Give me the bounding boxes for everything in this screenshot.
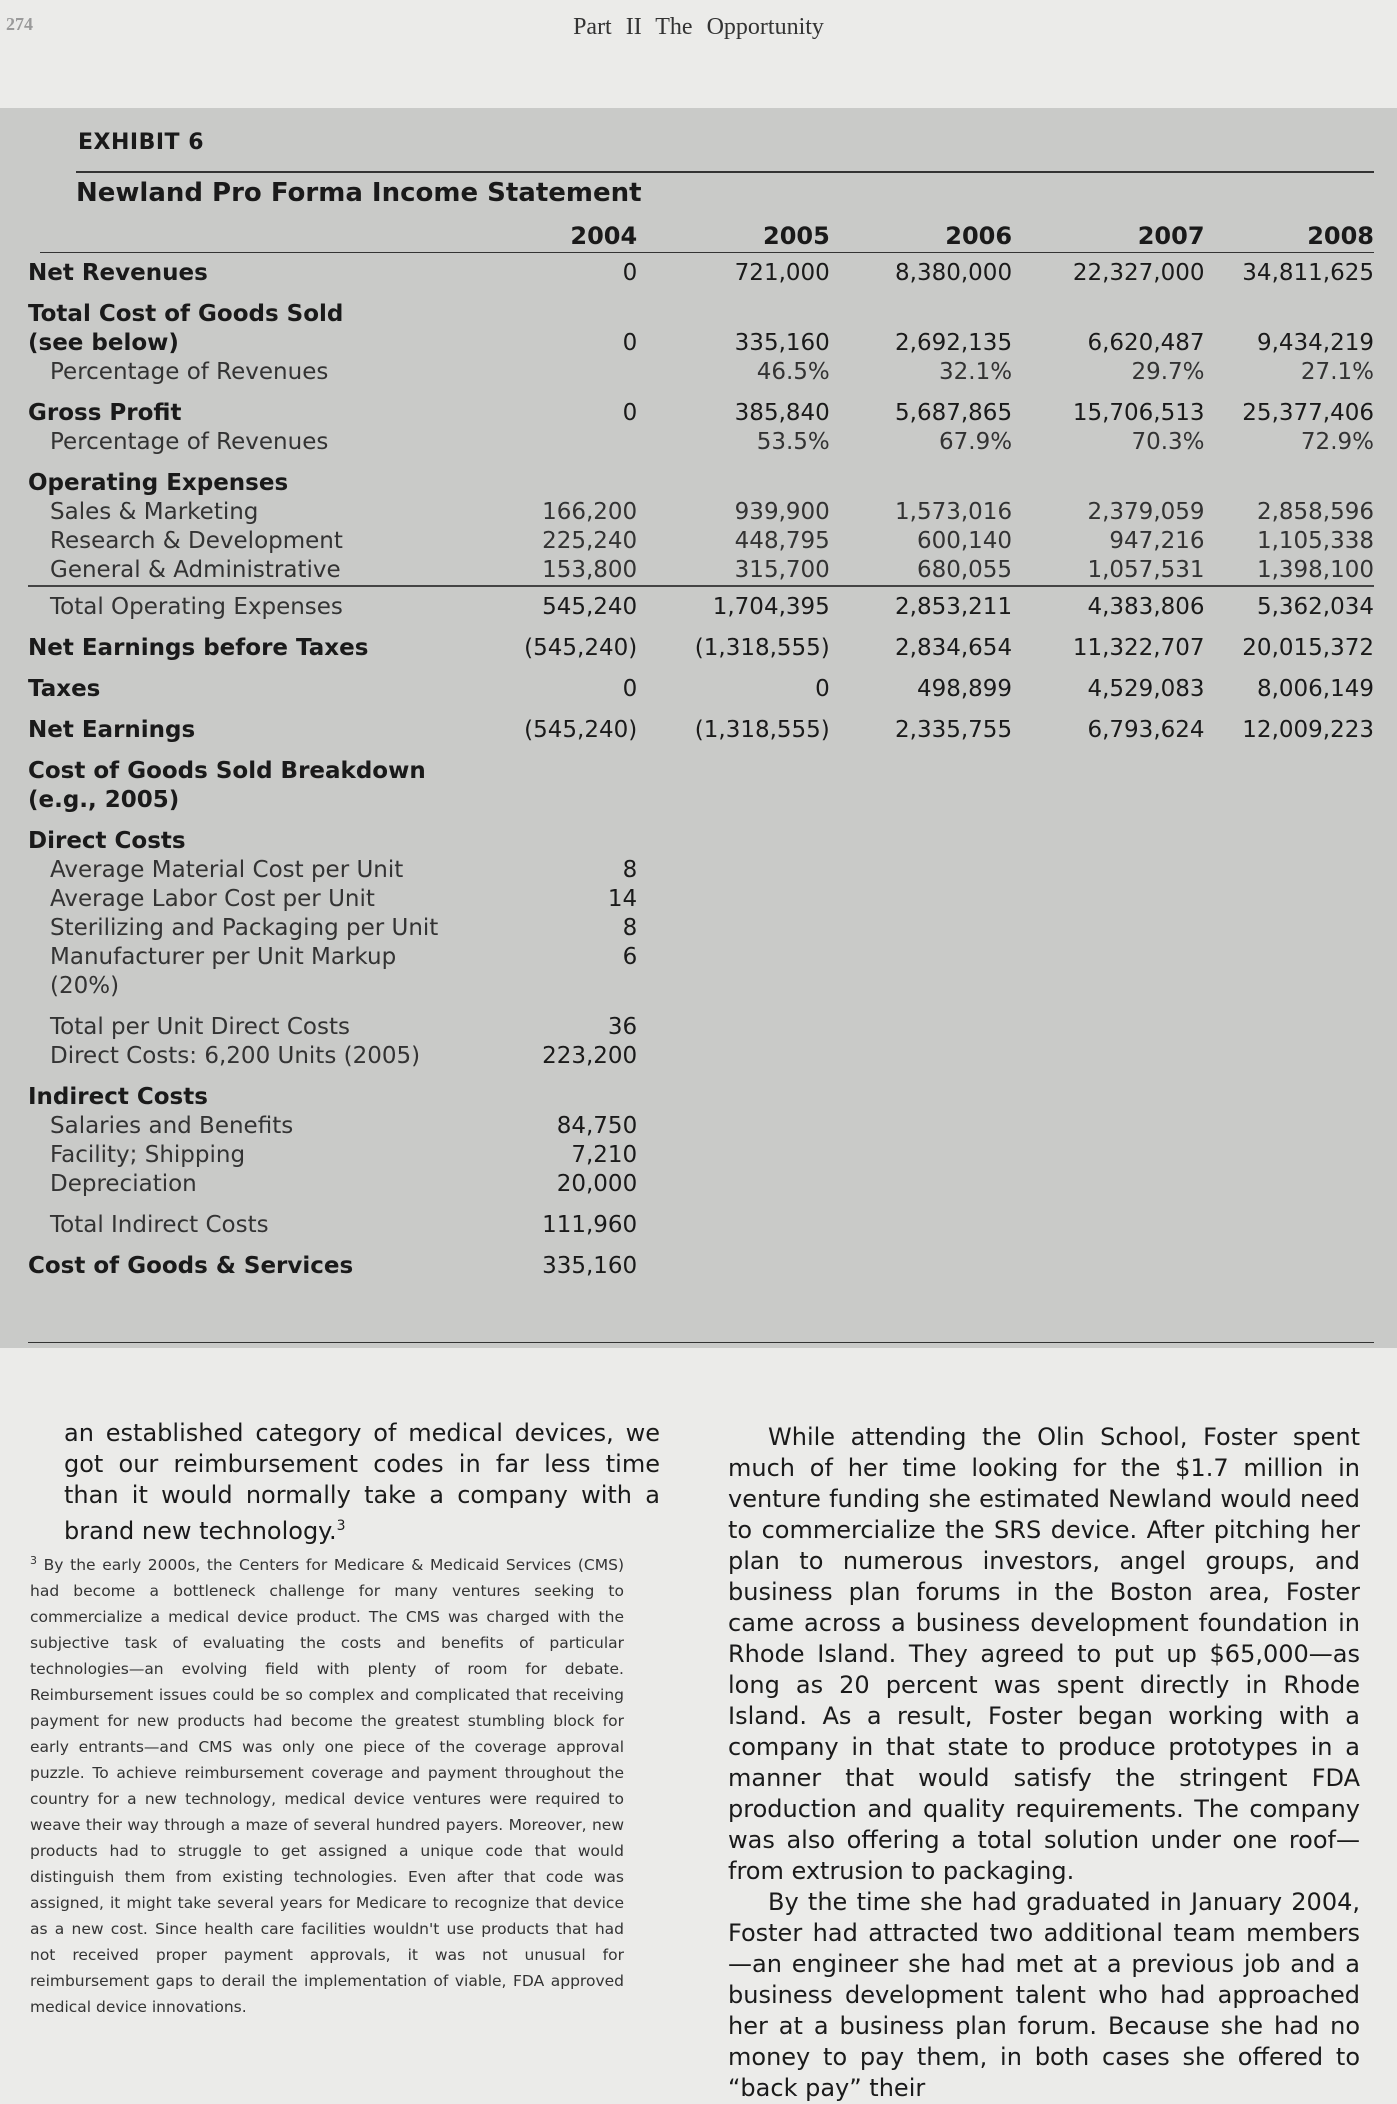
footnote [30, 1548, 624, 2020]
exhibit-top-rule [76, 171, 1374, 173]
breakdown-value: 8 [622, 857, 638, 883]
row-value: 1,704,395 [712, 594, 830, 620]
spacer-cell [28, 1071, 460, 1083]
row-value [460, 300, 637, 329]
row-value: 22,327,000 [1072, 260, 1205, 286]
year-header: 2007 [1137, 222, 1205, 250]
breakdown-row [28, 757, 1374, 786]
exhibit-label: EXHIBIT 6 [78, 130, 205, 155]
row-value: 34,811,625 [1242, 260, 1374, 286]
spacer-row [28, 622, 1374, 634]
row-value: 1,398,100 [1256, 557, 1374, 583]
row-value: 498,899 [916, 676, 1013, 702]
income-statement-body [28, 259, 1374, 745]
row-value: 67.9% [939, 429, 1013, 455]
row-value [460, 428, 637, 457]
row-value: 8,006,149 [1256, 676, 1374, 702]
row-value: 947,216 [1109, 528, 1205, 554]
breakdown-label: Sterilizing and Packaging per Unit [50, 915, 439, 941]
spacer-row [28, 288, 1374, 300]
row-value: 15,706,513 [1072, 400, 1205, 426]
row-value: 27.1% [1300, 359, 1374, 385]
row-value: 2,858,596 [1256, 499, 1374, 525]
row-value: 32.1% [939, 359, 1013, 385]
spacer-row [28, 704, 1374, 716]
footnote-reference: 3 [336, 1518, 346, 1534]
spacer-cell [28, 1001, 460, 1013]
row-value: 448,795 [734, 528, 830, 554]
breakdown-label: Average Material Cost per Unit [50, 857, 404, 883]
breakdown-value: 20,000 [556, 1171, 638, 1197]
row-value [1012, 300, 1204, 329]
row-value: 0 [622, 400, 638, 426]
breakdown-row [28, 1170, 1374, 1199]
right-column-text [728, 1422, 1360, 2104]
exhibit-bottom-rule [28, 1342, 1374, 1343]
spacer-cell [28, 745, 460, 757]
row-value: 4,383,806 [1087, 594, 1205, 620]
row-value: 1,057,531 [1087, 557, 1205, 583]
year-header: 2008 [1307, 222, 1374, 250]
separator-cell [28, 586, 460, 593]
page-number: 274 [6, 14, 33, 34]
row-value: 53.5% [756, 429, 830, 455]
breakdown-label: Direct Costs: 6,200 Units (2005) [50, 1043, 421, 1069]
row-value: 225,240 [542, 528, 638, 554]
row-value: 2,853,211 [895, 594, 1013, 620]
breakdown-value: 7,210 [571, 1142, 638, 1168]
row-value: 11,322,707 [1072, 635, 1205, 661]
row-label: Net Earnings [28, 717, 196, 743]
row-value: 12,009,223 [1242, 717, 1374, 743]
row-value: (1,318,555) [694, 635, 830, 661]
breakdown-label: Manufacturer per Unit Markup (20%) [50, 944, 397, 999]
separator-cell [1012, 586, 1204, 593]
row-value: 335,160 [734, 330, 830, 356]
footnote-text: By the early 2000s, the Centers for Medicare & Medicaid Services (CMS) had become a bottleneck challenge for many ventures seeking to commercialize a medical device product. The CMS was charged with the subjective task of evaluating the costs and benefits of particular technologies—an evolving field with plenty of room for debate. Reimbursement issues could be so complex and complicated that receiving payment for new products had become the greatest stumbling block for early entrants—and CMS was only one piece of the coverage approval puzzle. To achieve reimbursement coverage and payment throughout the country for a new technology, medical device ventures were required to weave their way through a maze of several hundred payers. Moreover, new products had to struggle to get assigned a unique code that would distinguish them from existing technologies. Even after that code was assigned, it might take several years for Medicare to recognize that device as a new cost. Since health care facilities wouldn't use products that had not received proper payment approvals, it was not unusual for reimbursement gaps to derail the implementation of viable, FDA approved medical device innovations. [30, 1556, 624, 2017]
spacer-row [28, 1199, 1374, 1211]
row-value: 2,335,755 [895, 717, 1013, 743]
breakdown-row [28, 1013, 1374, 1042]
cogs-breakdown-body [28, 745, 1374, 1281]
breakdown-row [28, 1252, 1374, 1281]
row-value: 6,793,624 [1087, 717, 1205, 743]
spacer-cell [28, 815, 460, 827]
row-label: Percentage of Revenues [50, 359, 329, 385]
row-value: 2,692,135 [895, 330, 1013, 356]
row-value: 20,015,372 [1242, 635, 1374, 661]
row-value: 600,140 [916, 528, 1013, 554]
spacer-row [28, 387, 1374, 399]
row-label: Total Operating Expenses [50, 594, 343, 620]
left-column-text [64, 1418, 660, 1547]
row-label: Taxes [28, 676, 101, 702]
breakdown-label: Facility; Shipping [50, 1142, 246, 1168]
breakdown-label: Depreciation [50, 1171, 197, 1197]
row-value: 70.3% [1131, 429, 1205, 455]
label-header [28, 222, 460, 259]
footnote-marker: 3 [30, 1554, 37, 1567]
row-value: 8,380,000 [895, 260, 1013, 286]
breakdown-label: Cost of Goods & Services [28, 1253, 354, 1279]
spacer-row [28, 663, 1374, 675]
row-label: General & Administrative [50, 557, 341, 583]
statement-row [28, 716, 1374, 745]
breakdown-row [28, 914, 1374, 943]
breakdown-label: (e.g., 2005) [28, 787, 180, 813]
breakdown-label: Direct Costs [28, 828, 186, 854]
statement-row [28, 428, 1374, 457]
row-value: 0 [622, 330, 638, 356]
separator-cell [1205, 586, 1374, 593]
breakdown-value: 36 [607, 1014, 638, 1040]
row-label: Sales & Marketing [50, 499, 259, 525]
row-value: 545,240 [542, 594, 638, 620]
row-value: 72.9% [1300, 429, 1374, 455]
row-value: 721,000 [734, 260, 830, 286]
breakdown-value: 335,160 [542, 1253, 638, 1279]
separator-cell [637, 586, 830, 593]
breakdown-label: Cost of Goods Sold Breakdown [28, 758, 426, 784]
spacer-cell [28, 387, 460, 399]
left-paragraph: an established category of medical devices, we got our reimbursement codes in far less time than it would normally take a company with a brand new technology. [64, 1419, 660, 1545]
row-value: 2,834,654 [895, 635, 1013, 661]
row-value: 0 [815, 676, 830, 702]
row-value: 29.7% [1131, 359, 1205, 385]
running-head: Part II The Opportunity [573, 14, 824, 40]
statement-row [28, 399, 1374, 428]
row-label: Net Revenues [28, 260, 208, 286]
breakdown-value: 14 [607, 886, 638, 912]
breakdown-label: Average Labor Cost per Unit [50, 886, 375, 912]
spacer-row [28, 815, 1374, 827]
statement-row [28, 300, 1374, 329]
breakdown-row [28, 943, 1374, 1001]
row-label: Gross Profit [28, 400, 182, 426]
breakdown-value: 84,750 [556, 1113, 638, 1139]
breakdown-label: Indirect Costs [28, 1084, 208, 1110]
row-value: 1,105,338 [1256, 528, 1374, 554]
statement-row [28, 593, 1374, 622]
breakdown-value [460, 1083, 637, 1112]
row-value [1205, 300, 1374, 329]
breakdown-value [460, 786, 637, 815]
spacer-cell [28, 457, 460, 469]
breakdown-label: Total Indirect Costs [50, 1212, 269, 1238]
year-header-row [28, 222, 1374, 259]
breakdown-row [28, 1141, 1374, 1170]
spacer-cell [28, 663, 460, 675]
row-value: 0 [622, 676, 638, 702]
year-header: 2004 [570, 222, 638, 250]
separator-cell [830, 586, 1012, 593]
spacer-cell [28, 1199, 460, 1211]
row-value: 1,573,016 [895, 499, 1013, 525]
row-label: Percentage of Revenues [50, 429, 329, 455]
breakdown-label: Total per Unit Direct Costs [50, 1014, 350, 1040]
spacer-cell [28, 1240, 460, 1252]
row-value: 9,434,219 [1256, 330, 1374, 356]
row-value: (1,318,555) [694, 717, 830, 743]
spacer-cell [28, 704, 460, 716]
spacer-row [28, 457, 1374, 469]
breakdown-label: Salaries and Benefits [50, 1113, 294, 1139]
spacer-row [28, 745, 1374, 757]
row-value: 46.5% [756, 359, 830, 385]
row-value [1012, 469, 1204, 498]
breakdown-value: 223,200 [542, 1043, 638, 1069]
statement-row [28, 556, 1374, 586]
spacer-row [28, 1071, 1374, 1083]
row-value: 2,379,059 [1087, 499, 1205, 525]
breakdown-row [28, 856, 1374, 885]
statement-row [28, 498, 1374, 527]
breakdown-value: 111,960 [542, 1212, 638, 1238]
row-value [637, 469, 830, 498]
row-value: (545,240) [524, 635, 638, 661]
row-value: (545,240) [524, 717, 638, 743]
breakdown-row [28, 1211, 1374, 1240]
statement-row [28, 675, 1374, 704]
statement-row [28, 358, 1374, 387]
row-value [460, 469, 637, 498]
row-value: 25,377,406 [1242, 400, 1374, 426]
row-value: 315,700 [734, 557, 830, 583]
breakdown-value: 8 [622, 915, 638, 941]
row-value: 939,900 [734, 499, 830, 525]
row-value [637, 300, 830, 329]
spacer-cell [28, 288, 460, 300]
breakdown-value: 6 [622, 944, 638, 970]
row-value: 680,055 [916, 557, 1013, 583]
row-label: Total Cost of Goods Sold [28, 301, 344, 327]
breakdown-row [28, 1112, 1374, 1141]
spacer-row [28, 1001, 1374, 1013]
breakdown-row [28, 827, 1374, 856]
row-label: (see below) [28, 330, 179, 356]
row-value: 0 [622, 260, 638, 286]
row-label: Research & Development [50, 528, 343, 554]
statement-row [28, 634, 1374, 663]
row-value: 385,840 [734, 400, 830, 426]
statement-row [28, 527, 1374, 556]
row-value: 4,529,083 [1087, 676, 1205, 702]
income-statement-table [28, 222, 1374, 1281]
breakdown-row [28, 786, 1374, 815]
statement-row [28, 329, 1374, 358]
breakdown-row [28, 885, 1374, 914]
row-label: Operating Expenses [28, 470, 289, 496]
row-value: 6,620,487 [1087, 330, 1205, 356]
row-value [830, 469, 1012, 498]
row-value: 5,687,865 [895, 400, 1013, 426]
row-value: 5,362,034 [1256, 594, 1374, 620]
row-value [460, 358, 637, 387]
row-label: Net Earnings before Taxes [28, 635, 369, 661]
right-paragraph-2: By the time she had graduated in January 2004, Foster had attracted two additional team members—an engineer she had met at a previous job and a business development talent who had approached her at a business plan forum. Because she had no money to pay them, in both cases she offered to “back pay” their [728, 1888, 1360, 2102]
row-value [1205, 469, 1374, 498]
row-value: 153,800 [542, 557, 638, 583]
right-paragraph-1: While attending the Olin School, Foster spent much of her time looking for the $1.7 million in venture funding she estimated Newland would need to commercialize the SRS device. After pitching her plan to numerous investors, angel groups, and business plan forums in the Boston area, Foster came across a business development foundation in Rhode Island. They agreed to put up $65,000—as long as 20 percent was spent directly in Rhode Island. As a result, Foster began working with a company in that state to produce prototypes in a manner that would satisfy the stringent FDA production and quality requirements. The company was also offering a total solution under one roof—from extrusion to packaging. [728, 1423, 1360, 1885]
statement-row [28, 469, 1374, 498]
exhibit-title: Newland Pro Forma Income Statement [76, 178, 642, 208]
breakdown-value [460, 827, 637, 856]
separator-row [28, 586, 1374, 593]
separator-cell [460, 586, 637, 593]
row-value: 166,200 [542, 499, 638, 525]
breakdown-value [460, 757, 637, 786]
spacer-row [28, 1240, 1374, 1252]
breakdown-row [28, 1083, 1374, 1112]
year-header: 2005 [763, 222, 830, 250]
statement-row [28, 259, 1374, 288]
breakdown-row [28, 1042, 1374, 1071]
spacer-cell [28, 622, 460, 634]
row-value [830, 300, 1012, 329]
year-header: 2006 [945, 222, 1013, 250]
